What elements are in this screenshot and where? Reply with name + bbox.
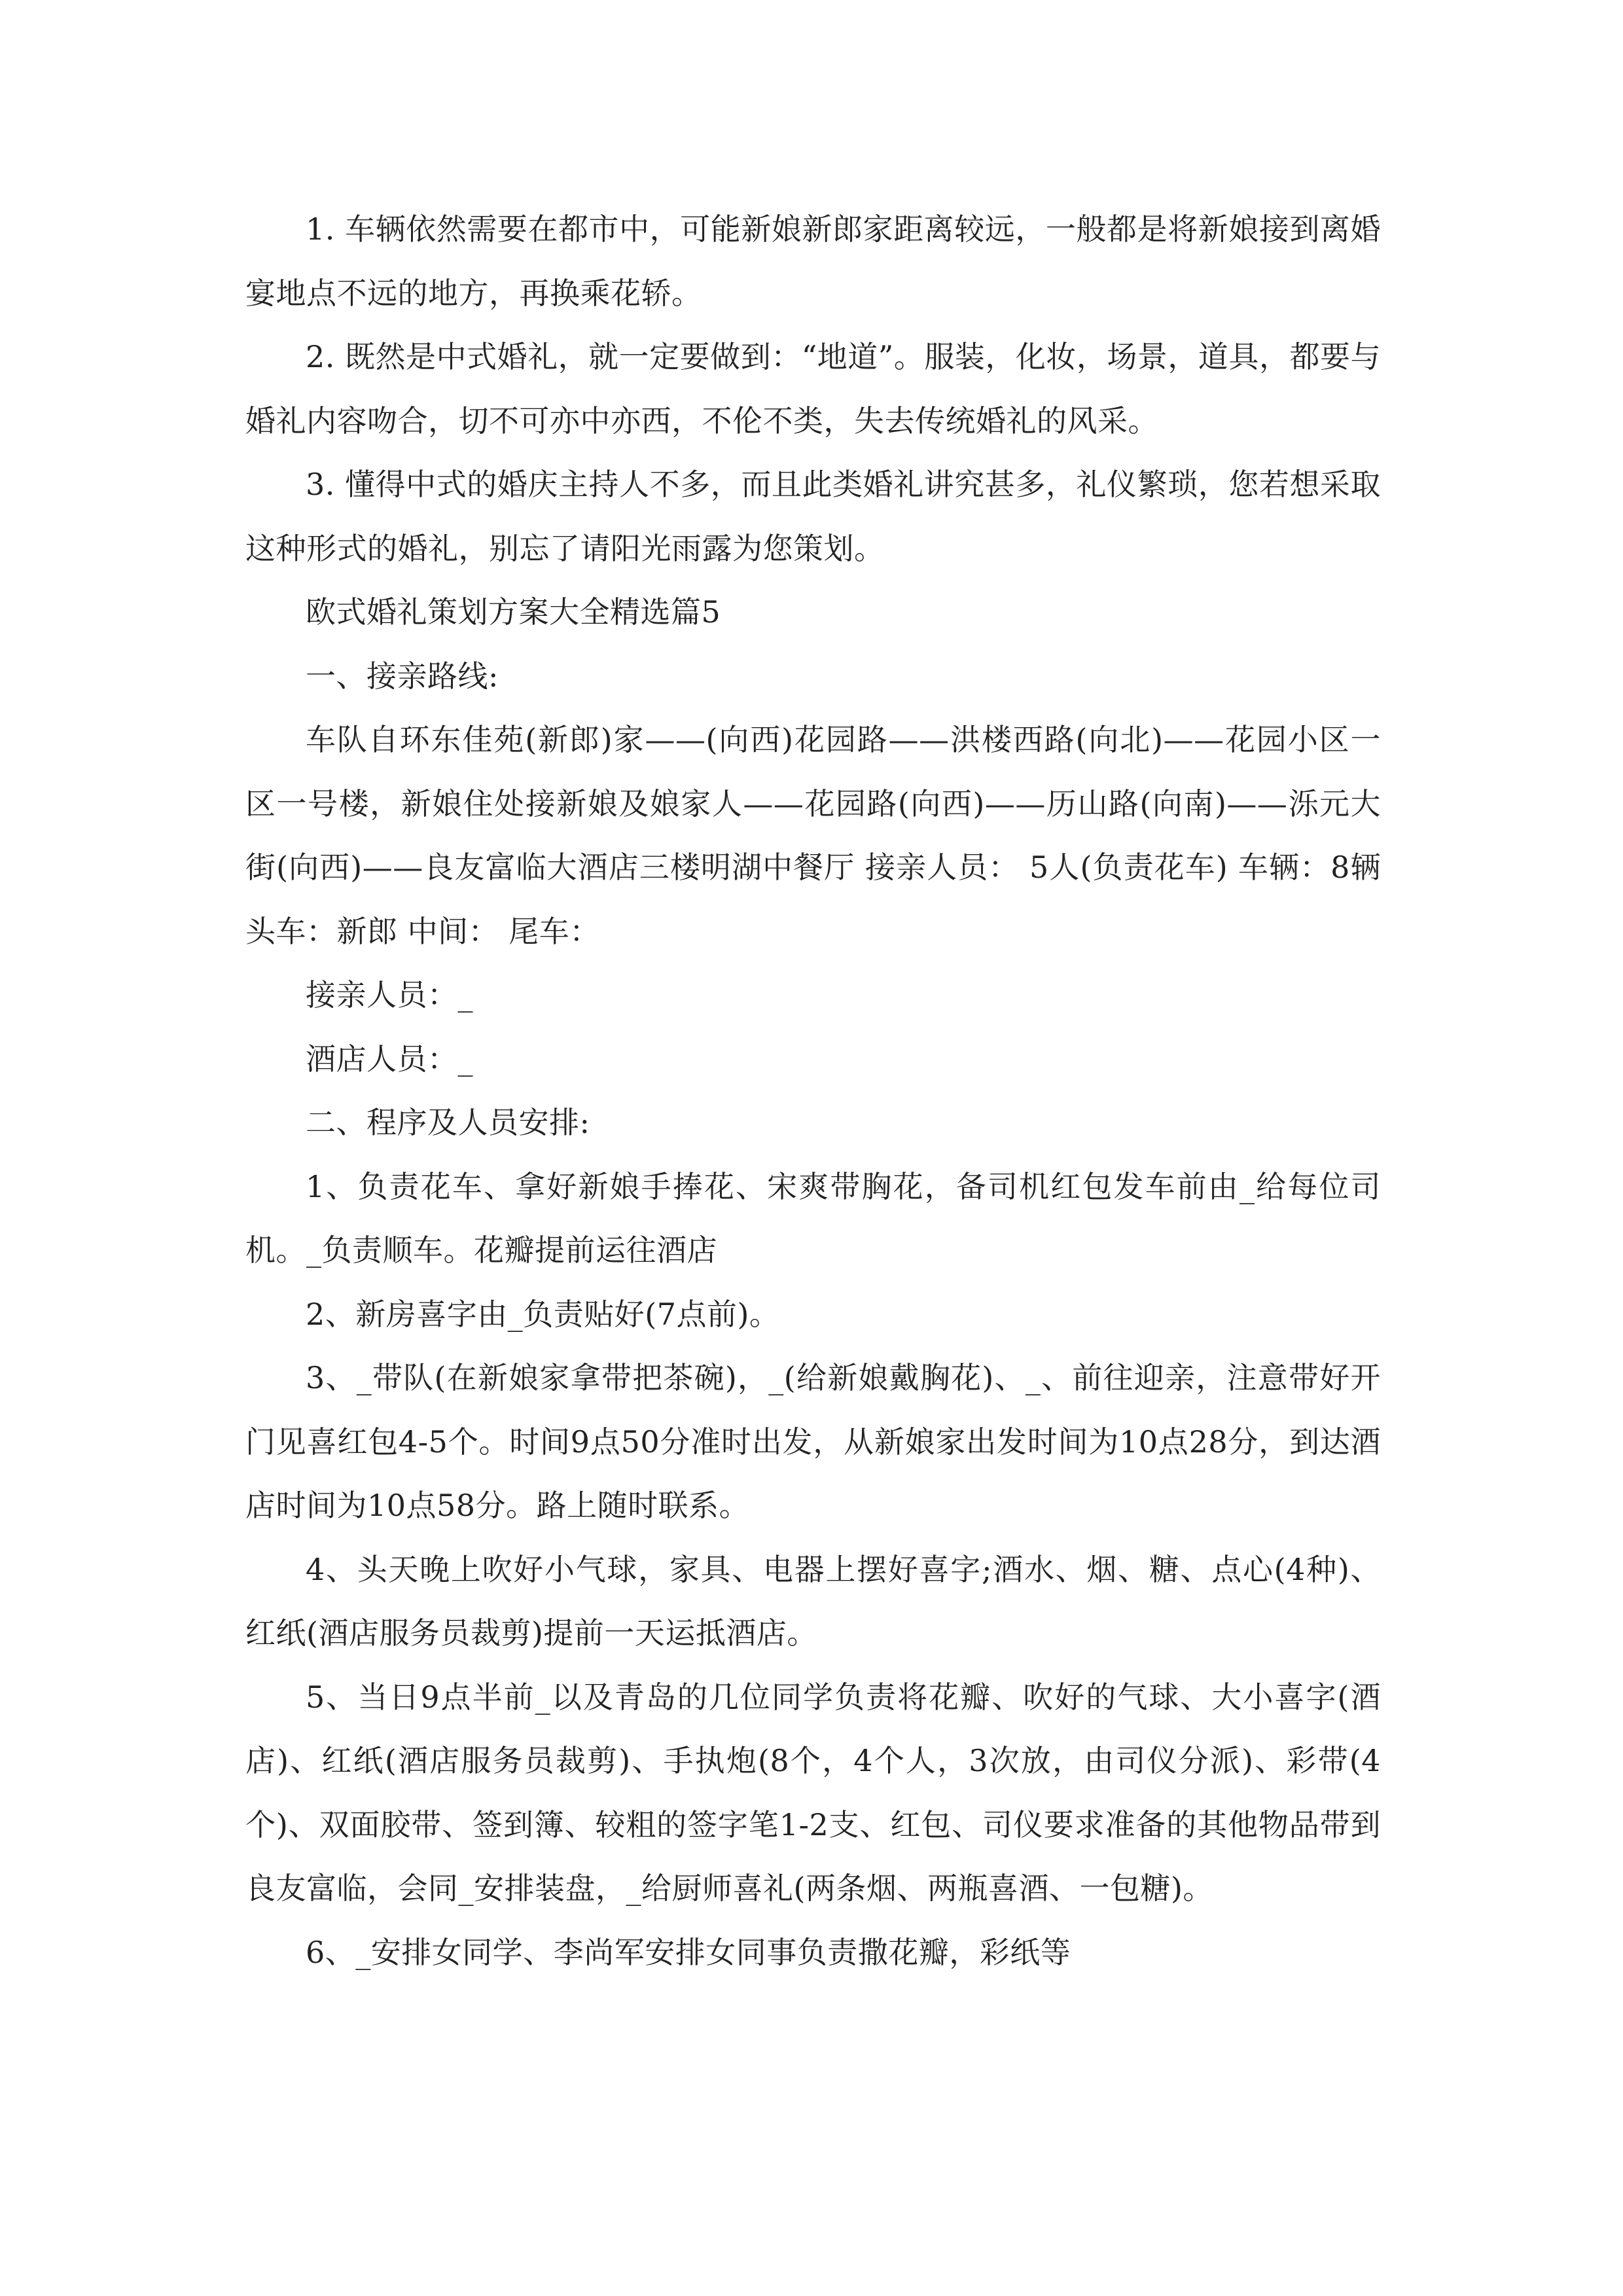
list-item-program-2: 2、新房喜字由_负责贴好(7点前)。	[306, 1296, 780, 1332]
list-item-program-3: 3、_带队(在新娘家拿带把茶碗)，_(给新娘戴胸花)、_、前往迎亲，注意带好开门见喜红包4-5个。时间9点50分准时出发，从新娘家出发时间为10点28分，到达酒店时间为10点58分。路上随时联系。	[245, 1360, 1381, 1523]
section-title: 欧式婚礼策划方案大全精选篇5	[306, 594, 721, 630]
document-body	[245, 198, 1381, 1984]
paragraph-route: 车队自环东佳苑(新郎)家——(向西)花园路——洪楼西路(向北)——花园小区一区一号楼，新娘住处接新娘及娘家人——花园路(向西)——历山路(向南)——泺元大街(向西)——良友富临大酒店三楼明湖中餐厅 接亲人员： 5人(负责花车) 车辆：8辆 头车：新郎 中间： 尾车：	[245, 722, 1381, 949]
paragraph-pickup-staff: 接亲人员：_	[306, 977, 473, 1013]
list-item-program-5: 5、当日9点半前_以及青岛的几位同学负责将花瓣、吹好的气球、大小喜字(酒店)、红纸(酒店服务员裁剪)、手执炮(8个，4个人，3次放，由司仪分派)、彩带(4个)、双面胶带、签到簿、较粗的签字笔1-2支、红包、司仪要求准备的其他物品带到良友富临，会同_安排装盘，_给厨师喜礼(两条烟、两瓶喜酒、一包糖)。	[245, 1679, 1381, 1906]
list-item-program-6: 6、_安排女同学、李尚军安排女同事负责撒花瓣，彩纸等	[306, 1934, 1071, 1970]
paragraph-hotel-staff: 酒店人员：_	[306, 1041, 473, 1077]
paragraph-vehicle-note: 1. 车辆依然需要在都市中，可能新娘新郎家距离较远，一般都是将新娘接到离婚宴地点不远的地方，再换乘花轿。	[245, 211, 1381, 311]
list-item-program-1: 1、负责花车、拿好新娘手捧花、宋爽带胸花，备司机红包发车前由_给每位司机。_负责顺车。花瓣提前运往酒店	[245, 1168, 1381, 1268]
paragraph-authentic-note: 2. 既然是中式婚礼，就一定要做到：“地道”。服装，化妆，场景，道具，都要与婚礼内容吻合，切不可亦中亦西，不伦不类，失去传统婚礼的风采。	[245, 339, 1381, 439]
heading-program: 二、程序及人员安排:	[306, 1105, 590, 1140]
heading-route: 一、接亲路线:	[306, 658, 499, 694]
paragraph-host-note: 3. 懂得中式的婚庆主持人不多，而且此类婚礼讲究甚多，礼仪繁琐，您若想采取这种形式的婚礼，别忘了请阳光雨露为您策划。	[245, 467, 1381, 566]
list-item-program-4: 4、头天晚上吹好小气球，家具、电器上摆好喜字;酒水、烟、糖、点心(4种)、红纸(酒店服务员裁剪)提前一天运抵酒店。	[245, 1551, 1381, 1651]
